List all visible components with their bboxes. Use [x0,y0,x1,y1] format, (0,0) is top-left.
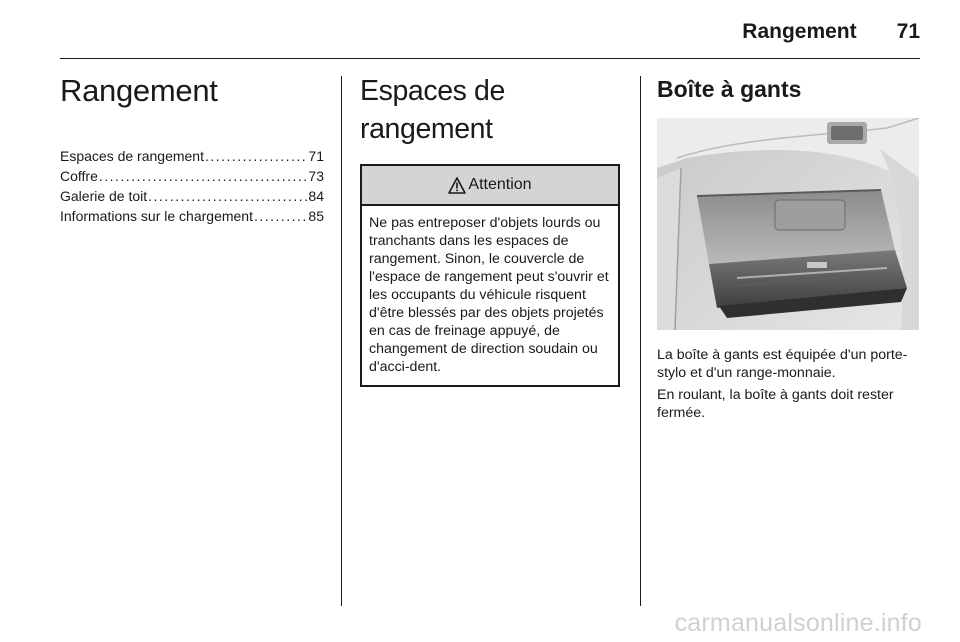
warning-title: Attention [468,176,532,193]
toc-item-label: Espaces de rangement [60,148,204,164]
toc-item-label: Galerie de toit [60,188,148,204]
column-divider-right [640,76,641,606]
watermark: carmanualsonline.info [674,609,922,637]
toc-item-label: Informations sur le chargement [60,208,253,224]
toc-item-page: 84 [308,188,324,204]
toc-item[interactable] [60,146,324,166]
toc-leader [148,186,307,206]
middle-column [360,72,622,387]
toc-item[interactable] [60,166,324,186]
paragraph: La boîte à gants est équipée d'un porte-stylo et d'un range-monnaie. [657,347,908,381]
toc-leader [254,206,307,226]
toc-item-page: 85 [308,208,324,224]
toc-leader [205,146,307,166]
warning-header [362,166,618,206]
warning-triangle-icon [448,177,466,194]
right-column [657,72,921,422]
toc-item[interactable] [60,206,324,226]
chapter-title: Rangement [60,73,218,108]
running-header [742,16,920,48]
toc-item-page: 73 [308,168,324,184]
column-divider-left [341,76,342,606]
subsection-title: Boîte à gants [657,76,802,102]
paragraph: En roulant, la boîte à gants doit rester fermée. [657,387,894,421]
toc-item[interactable] [60,186,324,206]
left-column [60,72,324,226]
toc-item-page: 71 [308,148,324,164]
glovebox-photo [657,118,919,330]
running-header-page-number: 71 [896,20,920,43]
running-header-section: Rangement [742,20,857,43]
warning-text: Ne pas entreposer d'objets lourds ou tranchants dans les espaces de rangement. Sinon, le couvercle de l'espace de rangement peut s'ouvrir et les occupants du véhicule risquent d'être blessés par des objets projetés en cas de freinage appuyé, de changement de direction soudain ou d'acci-dent. [369,215,609,375]
header-rule [60,58,920,59]
toc-item-label: Coffre [60,168,98,184]
warning-box [360,164,620,387]
toc-leader [99,166,308,186]
table-of-contents [60,146,324,226]
section-title: Espaces de rangement [360,75,505,145]
